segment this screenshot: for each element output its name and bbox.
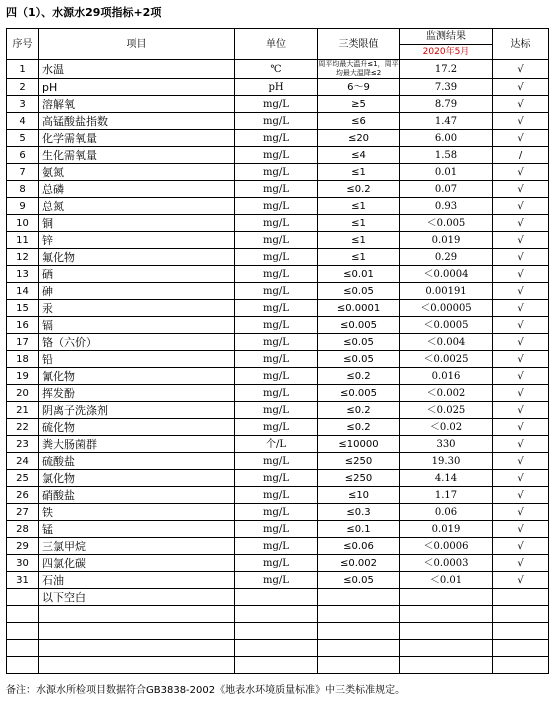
table-row: [7, 198, 549, 215]
cell-item: 汞: [39, 300, 235, 317]
cell-empty: [7, 657, 39, 674]
cell-ok: √: [493, 419, 549, 436]
cell-empty: [400, 657, 493, 674]
cell-limit: ≤250: [318, 453, 400, 470]
table-row: [7, 130, 549, 147]
cell-empty: [493, 657, 549, 674]
cell-ok: √: [493, 317, 549, 334]
cell-empty: [7, 640, 39, 657]
cell-no: 22: [7, 419, 39, 436]
cell-item: 石油: [39, 572, 235, 589]
cell-limit: ≤0.005: [318, 317, 400, 334]
cell-no: 17: [7, 334, 39, 351]
cell-ok: √: [493, 283, 549, 300]
cell-limit: ≤0.002: [318, 555, 400, 572]
cell-result: 0.06: [400, 504, 493, 521]
cell-item: 生化需氧量: [39, 147, 235, 164]
cell-item: 四氯化碳: [39, 555, 235, 572]
cell-ok: √: [493, 504, 549, 521]
cell-empty: [318, 657, 400, 674]
cell-result: 17.2: [400, 60, 493, 79]
cell-limit: ≤0.05: [318, 283, 400, 300]
cell-unit: mg/L: [235, 164, 318, 181]
cell-result: 0.019: [400, 232, 493, 249]
table-row: [7, 402, 549, 419]
cell-ok: √: [493, 368, 549, 385]
table-row: [7, 351, 549, 368]
cell-no: 23: [7, 436, 39, 453]
cell-empty: [400, 623, 493, 640]
cell-unit: mg/L: [235, 368, 318, 385]
cell-limit: ≤0.0001: [318, 300, 400, 317]
table-row: [7, 113, 549, 130]
cell-limit: ≤0.005: [318, 385, 400, 402]
table-row: [7, 487, 549, 504]
cell-unit: mg/L: [235, 487, 318, 504]
table-row: [7, 164, 549, 181]
cell-result: 1.17: [400, 487, 493, 504]
cell-result: ＜0.0005: [400, 317, 493, 334]
cell-empty: [7, 623, 39, 640]
cell-no: 4: [7, 113, 39, 130]
cell-item: 总磷: [39, 181, 235, 198]
cell-unit: ℃: [235, 60, 318, 79]
cell-ok: √: [493, 334, 549, 351]
cell-ok: √: [493, 453, 549, 470]
cell-item: 镉: [39, 317, 235, 334]
cell-empty: [39, 640, 235, 657]
cell-ok: √: [493, 385, 549, 402]
cell-no: 27: [7, 504, 39, 521]
cell-result: 0.93: [400, 198, 493, 215]
table-row: [7, 453, 549, 470]
cell-ok: √: [493, 266, 549, 283]
cell-ok: √: [493, 436, 549, 453]
cell-ok: √: [493, 402, 549, 419]
cell-empty: [493, 640, 549, 657]
cell-item: 锰: [39, 521, 235, 538]
cell-no: 5: [7, 130, 39, 147]
cell-ok: [493, 589, 549, 606]
cell-result: 0.01: [400, 164, 493, 181]
cell-ok: √: [493, 232, 549, 249]
cell-limit: ≤0.06: [318, 538, 400, 555]
table-row-empty: [7, 623, 549, 640]
cell-empty: [318, 606, 400, 623]
cell-ok: √: [493, 215, 549, 232]
cell-result: 0.29: [400, 249, 493, 266]
cell-item: 铁: [39, 504, 235, 521]
cell-unit: mg/L: [235, 538, 318, 555]
cell-unit: mg/L: [235, 317, 318, 334]
cell-limit: [318, 60, 400, 79]
cell-empty: [235, 657, 318, 674]
cell-item: 高锰酸盐指数: [39, 113, 235, 130]
cell-limit: ≤0.05: [318, 351, 400, 368]
cell-item: 挥发酚: [39, 385, 235, 402]
cell-empty: [235, 623, 318, 640]
cell-item: 以下空白: [39, 589, 235, 606]
cell-ok: √: [493, 351, 549, 368]
cell-ok: √: [493, 60, 549, 79]
cell-no: 12: [7, 249, 39, 266]
cell-limit: ≤0.2: [318, 181, 400, 198]
cell-empty: [400, 606, 493, 623]
table-row-empty: [7, 606, 549, 623]
cell-empty: [39, 606, 235, 623]
cell-limit: ≤6: [318, 113, 400, 130]
table-row: [7, 300, 549, 317]
table-row: [7, 232, 549, 249]
cell-no: 28: [7, 521, 39, 538]
cell-ok: √: [493, 538, 549, 555]
cell-ok: √: [493, 300, 549, 317]
cell-result: 1.47: [400, 113, 493, 130]
header-item: 项目: [39, 29, 235, 60]
cell-limit: ≤4: [318, 147, 400, 164]
cell-unit: mg/L: [235, 334, 318, 351]
cell-result: ＜0.025: [400, 402, 493, 419]
cell-ok: √: [493, 96, 549, 113]
table-row: [7, 79, 549, 96]
table-row: [7, 249, 549, 266]
table-row: [7, 317, 549, 334]
cell-item: 氯化物: [39, 470, 235, 487]
cell-item: 氨氮: [39, 164, 235, 181]
table-row: [7, 283, 549, 300]
table-row: [7, 521, 549, 538]
cell-empty: [493, 606, 549, 623]
cell-result: 6.00: [400, 130, 493, 147]
cell-unit: mg/L: [235, 351, 318, 368]
cell-unit: mg/L: [235, 385, 318, 402]
cell-limit: ≤0.1: [318, 521, 400, 538]
cell-unit: mg/L: [235, 521, 318, 538]
header-ok: 达标: [493, 29, 549, 60]
table-row: [7, 368, 549, 385]
cell-limit: ≤0.01: [318, 266, 400, 283]
cell-unit: 个/L: [235, 436, 318, 453]
table-row: [7, 538, 549, 555]
header-unit: 单位: [235, 29, 318, 60]
cell-limit: ≤0.2: [318, 419, 400, 436]
cell-item: 硫化物: [39, 419, 235, 436]
cell-result: ＜0.002: [400, 385, 493, 402]
cell-item: 锌: [39, 232, 235, 249]
cell-item: 硝酸盐: [39, 487, 235, 504]
cell-unit: mg/L: [235, 453, 318, 470]
cell-no: 15: [7, 300, 39, 317]
cell-result: 7.39: [400, 79, 493, 96]
cell-no: 10: [7, 215, 39, 232]
cell-result: ＜0.0006: [400, 538, 493, 555]
cell-no: 13: [7, 266, 39, 283]
cell-unit: mg/L: [235, 266, 318, 283]
cell-ok: √: [493, 249, 549, 266]
cell-empty: [318, 623, 400, 640]
cell-item: 水温: [39, 60, 235, 79]
cell-limit: ≤250: [318, 470, 400, 487]
cell-ok: √: [493, 572, 549, 589]
cell-item: 化学需氧量: [39, 130, 235, 147]
water-quality-table: [6, 28, 549, 674]
cell-item: 铬（六价）: [39, 334, 235, 351]
cell-unit: mg/L: [235, 419, 318, 436]
cell-limit: 6～9: [318, 79, 400, 96]
cell-no: 24: [7, 453, 39, 470]
table-row-empty: [7, 657, 549, 674]
cell-limit: ≤1: [318, 249, 400, 266]
cell-item: 砷: [39, 283, 235, 300]
cell-no: 7: [7, 164, 39, 181]
cell-unit: [235, 589, 318, 606]
cell-no: 9: [7, 198, 39, 215]
cell-limit: ≤20: [318, 130, 400, 147]
cell-unit: mg/L: [235, 300, 318, 317]
cell-limit: ≤0.05: [318, 334, 400, 351]
table-row: [7, 147, 549, 164]
cell-unit: mg/L: [235, 215, 318, 232]
footnote: 备注：水源水所检项目数据符合GB3838-2002《地表水环境质量标准》中三类标准规定。: [6, 685, 406, 696]
cell-limit: ≤1: [318, 164, 400, 181]
header-result-date: 2020年5月: [422, 47, 470, 57]
cell-unit: mg/L: [235, 555, 318, 572]
cell-empty: [235, 606, 318, 623]
cell-no: 2: [7, 79, 39, 96]
cell-limit: ≥5: [318, 96, 400, 113]
cell-no: 8: [7, 181, 39, 198]
cell-item: 铜: [39, 215, 235, 232]
cell-item: 硫酸盐: [39, 453, 235, 470]
cell-no: 29: [7, 538, 39, 555]
table-row: [7, 60, 549, 79]
cell-item: 三氯甲烷: [39, 538, 235, 555]
cell-result: 0.00191: [400, 283, 493, 300]
cell-ok: √: [493, 181, 549, 198]
cell-unit: mg/L: [235, 113, 318, 130]
cell-no: 14: [7, 283, 39, 300]
cell-item: 总氮: [39, 198, 235, 215]
cell-result: ＜0.005: [400, 215, 493, 232]
cell-result: 0.016: [400, 368, 493, 385]
cell-item: 硒: [39, 266, 235, 283]
cell-empty: [7, 606, 39, 623]
cell-result: [400, 589, 493, 606]
cell-limit: [318, 589, 400, 606]
table-row: [7, 385, 549, 402]
cell-ok: √: [493, 79, 549, 96]
cell-empty: [39, 657, 235, 674]
table-row: [7, 572, 549, 589]
cell-result: ＜0.01: [400, 572, 493, 589]
header-limit: 三类限值: [318, 29, 400, 60]
cell-no: 26: [7, 487, 39, 504]
cell-unit: pH: [235, 79, 318, 96]
cell-no: 3: [7, 96, 39, 113]
table-row: [7, 96, 549, 113]
cell-ok: √: [493, 164, 549, 181]
cell-unit: mg/L: [235, 232, 318, 249]
header-result: [400, 29, 493, 60]
cell-unit: mg/L: [235, 470, 318, 487]
cell-result: 4.14: [400, 470, 493, 487]
cell-no: 21: [7, 402, 39, 419]
cell-limit: ≤1: [318, 198, 400, 215]
cell-empty: [318, 640, 400, 657]
table-row: [7, 419, 549, 436]
cell-limit: ≤0.2: [318, 368, 400, 385]
table-row: [7, 266, 549, 283]
cell-empty: [400, 640, 493, 657]
cell-no: [7, 589, 39, 606]
cell-item: 溶解氧: [39, 96, 235, 113]
cell-limit-text: 周平均最大温升≤1，周平均最大温降≤2: [318, 60, 399, 77]
cell-item: 氟化物: [39, 249, 235, 266]
cell-ok: √: [493, 555, 549, 572]
cell-limit: ≤1: [318, 232, 400, 249]
cell-ok: √: [493, 521, 549, 538]
cell-no: 25: [7, 470, 39, 487]
cell-ok: √: [493, 113, 549, 130]
cell-result: ＜0.004: [400, 334, 493, 351]
cell-empty: [39, 623, 235, 640]
table-row: [7, 504, 549, 521]
cell-ok: √: [493, 487, 549, 504]
page-title: 四（1）、水源水29项指标+2项: [6, 6, 162, 19]
cell-unit: mg/L: [235, 249, 318, 266]
cell-unit: mg/L: [235, 283, 318, 300]
cell-limit: ≤10000: [318, 436, 400, 453]
table-row: [7, 436, 549, 453]
cell-unit: mg/L: [235, 96, 318, 113]
table-row: [7, 555, 549, 572]
cell-result: 8.79: [400, 96, 493, 113]
cell-item: 粪大肠菌群: [39, 436, 235, 453]
cell-result: ＜0.0025: [400, 351, 493, 368]
table-row: [7, 215, 549, 232]
cell-item: 铅: [39, 351, 235, 368]
cell-no: 1: [7, 60, 39, 79]
cell-unit: mg/L: [235, 181, 318, 198]
cell-limit: ≤0.2: [318, 402, 400, 419]
cell-no: 20: [7, 385, 39, 402]
cell-no: 31: [7, 572, 39, 589]
cell-result: ＜0.0003: [400, 555, 493, 572]
cell-result: ＜0.0004: [400, 266, 493, 283]
cell-result: ＜0.00005: [400, 300, 493, 317]
cell-no: 6: [7, 147, 39, 164]
cell-unit: mg/L: [235, 147, 318, 164]
cell-no: 18: [7, 351, 39, 368]
cell-ok: √: [493, 130, 549, 147]
cell-result: ＜0.02: [400, 419, 493, 436]
cell-limit: ≤1: [318, 215, 400, 232]
cell-item: pH: [39, 79, 235, 96]
cell-unit: mg/L: [235, 198, 318, 215]
cell-ok: √: [493, 198, 549, 215]
table-row-tail: [7, 589, 549, 606]
cell-result: 1.58: [400, 147, 493, 164]
cell-unit: mg/L: [235, 504, 318, 521]
cell-result: 19.30: [400, 453, 493, 470]
cell-limit: ≤10: [318, 487, 400, 504]
cell-no: 16: [7, 317, 39, 334]
cell-item: 阴离子洗涤剂: [39, 402, 235, 419]
cell-no: 11: [7, 232, 39, 249]
table-row: [7, 181, 549, 198]
cell-empty: [235, 640, 318, 657]
cell-result: 0.07: [400, 181, 493, 198]
cell-result: 330: [400, 436, 493, 453]
table-row-empty: [7, 640, 549, 657]
cell-limit: ≤0.05: [318, 572, 400, 589]
table-body: [7, 60, 549, 674]
cell-ok: √: [493, 470, 549, 487]
cell-result: 0.019: [400, 521, 493, 538]
table-row: [7, 470, 549, 487]
cell-item: 氰化物: [39, 368, 235, 385]
cell-ok: /: [493, 147, 549, 164]
cell-no: 19: [7, 368, 39, 385]
cell-limit: ≤0.3: [318, 504, 400, 521]
cell-unit: mg/L: [235, 402, 318, 419]
table-row: [7, 334, 549, 351]
header-result-label: 监测结果: [400, 29, 492, 45]
header-no: 序号: [7, 29, 39, 60]
cell-empty: [493, 623, 549, 640]
cell-no: 30: [7, 555, 39, 572]
cell-unit: mg/L: [235, 572, 318, 589]
cell-unit: mg/L: [235, 130, 318, 147]
